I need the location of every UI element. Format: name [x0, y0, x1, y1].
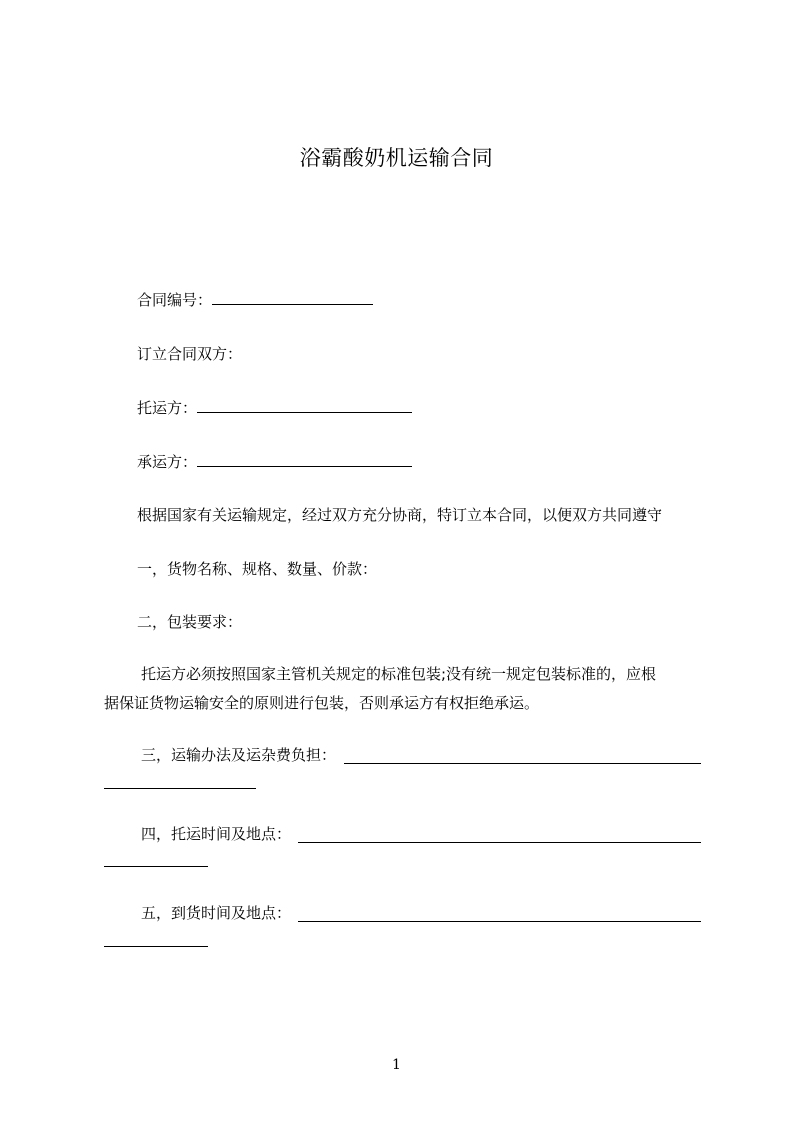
section-1-heading: 一，货物名称、规格、数量、价款：	[137, 560, 378, 578]
section-5-blank-line-1	[298, 921, 701, 922]
section-5-blank-line-2	[104, 946, 208, 947]
carrier-blank	[197, 452, 412, 467]
carrier-line	[137, 452, 412, 472]
section-2-heading: 二，包装要求：	[137, 613, 243, 631]
section-5-heading: 五，到货时间及地点：	[141, 904, 292, 922]
section-3-blank-line-1	[344, 763, 701, 764]
carrier-label: 承运方：	[137, 453, 198, 471]
section-4-blank-line-1	[298, 842, 701, 843]
contract-number-line	[137, 290, 373, 310]
shipper-label: 托运方：	[137, 399, 198, 417]
packaging-line-2: 据保证货物运输安全的原则进行包装，否则承运方有权拒绝承运。	[104, 694, 540, 712]
page-number: 1	[392, 1057, 401, 1073]
section-4-heading: 四，托运时间及地点：	[141, 825, 292, 843]
packaging-line-1: 托运方必须按照国家主管机关规定的标准包装;没有统一规定包装标准的，应根	[141, 665, 657, 683]
parties-label: 订立合同双方：	[137, 345, 243, 363]
contract-number-label: 合同编号：	[137, 291, 213, 309]
section-3-heading: 三，运输办法及运杂费负担：	[141, 746, 337, 764]
document-title: 浴霸酸奶机运输合同	[299, 146, 494, 170]
section-3-blank-line-2	[104, 788, 256, 789]
preamble-text: 根据国家有关运输规定，经过双方充分协商，特订立本合同，以便双方共同遵守	[137, 506, 663, 524]
section-4-blank-line-2	[104, 866, 208, 867]
shipper-line	[137, 398, 412, 418]
shipper-blank	[197, 398, 412, 413]
contract-number-blank	[212, 290, 373, 305]
